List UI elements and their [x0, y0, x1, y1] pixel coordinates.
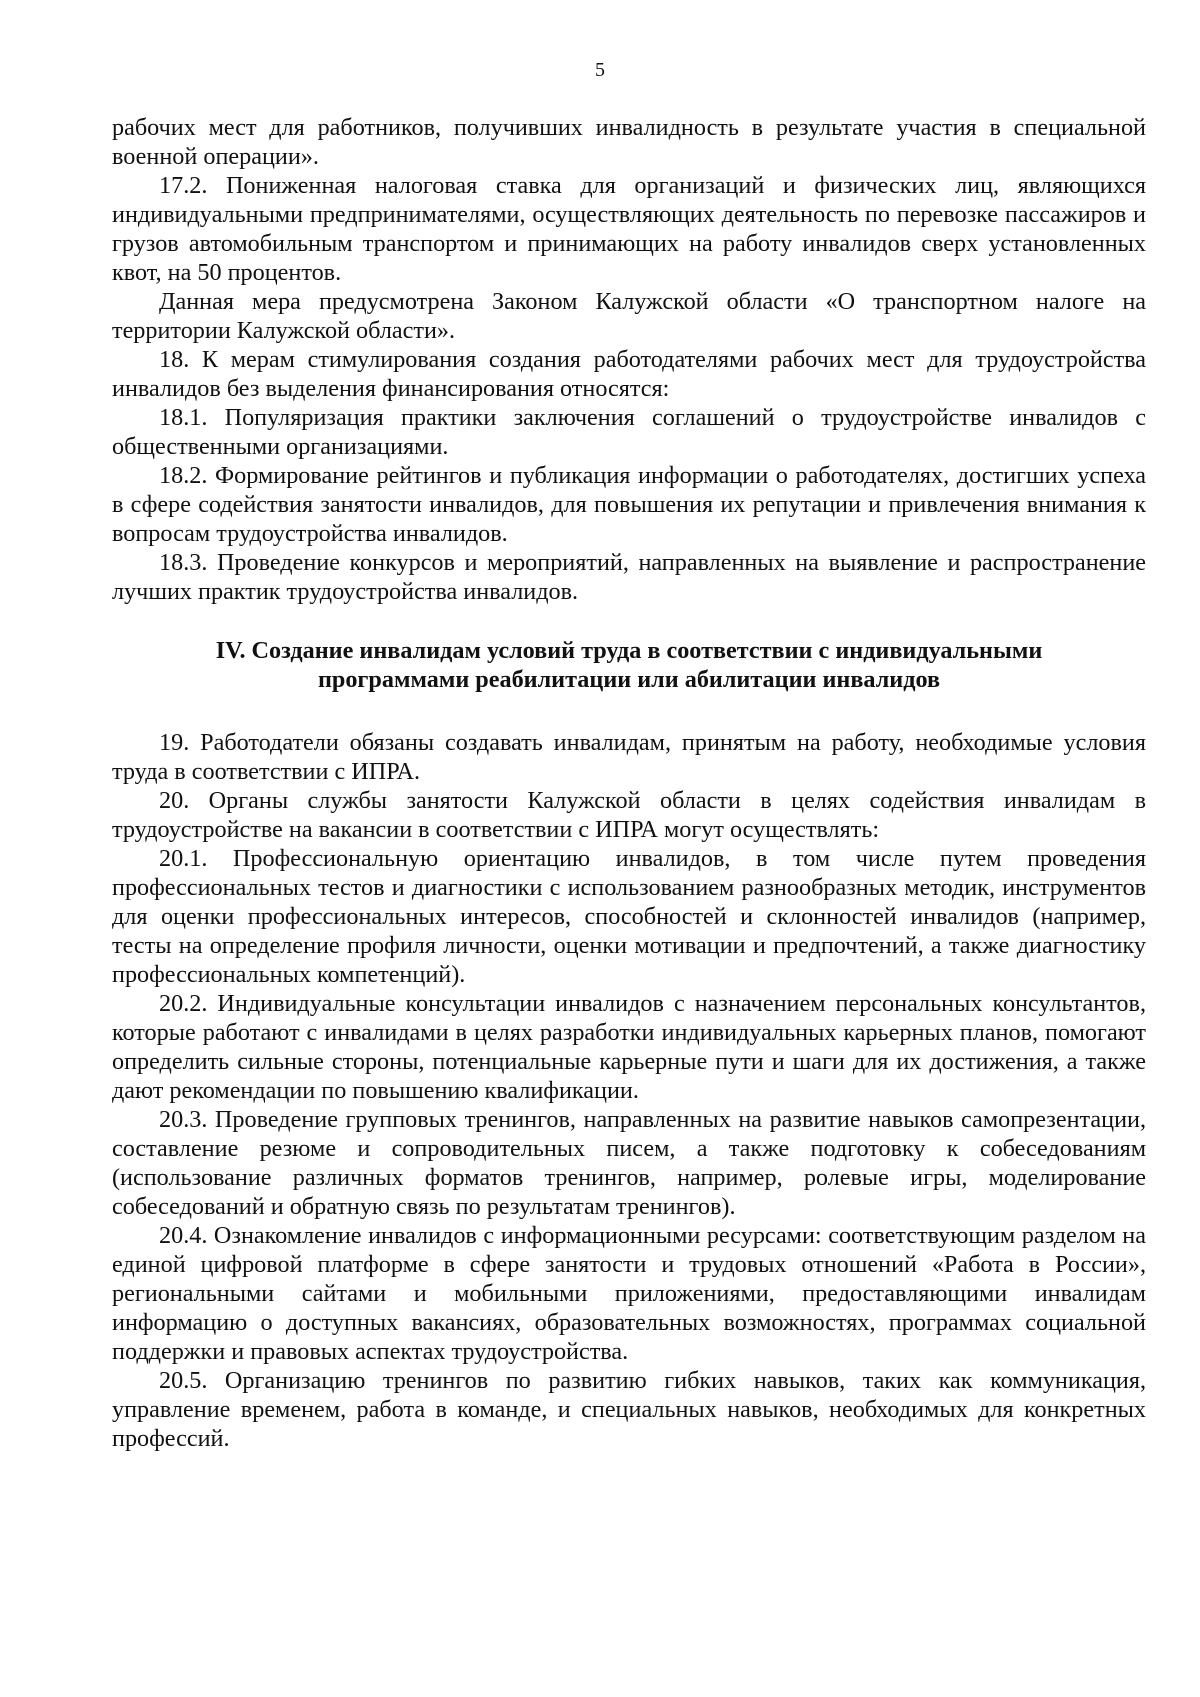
page-number: 5 [595, 59, 605, 81]
section-heading [112, 636, 1146, 694]
paragraph-18: 18. К мерам стимулирования создания работодателями рабочих мест для трудоустройства инвалидов без выделения финансирования относятся: [112, 346, 1146, 402]
paragraph-18-2: 18.2. Формирование рейтингов и публикация информации о работодателях, достигших успеха в сфере содействия занятости инвалидов, для повышения их репутации и привлечения внимания к вопросам трудоустройства инвалидов. [112, 462, 1146, 547]
section-heading-line-1: IV. Создание инвалидам условий труда в соответствии с индивидуальными [215, 637, 1043, 664]
paragraph-20-3: 20.3. Проведение групповых тренингов, направленных на развитие навыков самопрезентации, составление резюме и сопроводительных писем, а также подготовку к собеседованиям (использование различных форматов тренингов, например, ролевые игры, моделирование собеседований и обратную связь по результатам тренингов). [112, 1106, 1146, 1220]
paragraph-continuation: рабочих мест для работников, получивших инвалидность в результате участия в специальной военной операции». [112, 114, 1146, 170]
paragraph-17-2: 17.2. Пониженная налоговая ставка для организаций и физических лиц, являющихся индивидуальными предпринимателями, осуществляющих деятельность по перевозке пассажиров и грузов автомобильным транспортом и принимающих на работу инвалидов сверх установленных квот, на 50 процентов. [112, 172, 1146, 286]
paragraph-18-3: 18.3. Проведение конкурсов и мероприятий, направленных на выявление и распространение лучших практик трудоустройства инвалидов. [112, 549, 1146, 605]
paragraph-20: 20. Органы службы занятости Калужской области в целях содействия инвалидам в трудоустройстве на вакансии в соответствии с ИПРА могут осуществлять: [112, 787, 1146, 843]
paragraph-law-reference: Данная мера предусмотрена Законом Калужской области «О транспортном налоге на территории Калужской области». [112, 288, 1146, 344]
paragraph-20-4: 20.4. Ознакомление инвалидов с информационными ресурсами: соответствующим разделом на единой цифровой платформе в сфере занятости и трудовых отношений «Работа в России», региональными сайтами и мобильными приложениями, предоставляющими инвалидам информацию о доступных вакансиях, образовательных возможностях, программах социальной поддержки и правовых аспектах трудоустройства. [112, 1222, 1146, 1365]
section-heading-line-2: программами реабилитации или абилитации инвалидов [317, 666, 941, 693]
paragraph-20-2: 20.2. Индивидуальные консультации инвалидов с назначением персональных консультантов, которые работают с инвалидами в целях разработки индивидуальных карьерных планов, помогают определить сильные стороны, потенциальные карьерные пути и шаги для их достижения, а также дают рекомендации по повышению квалификации. [112, 990, 1146, 1104]
paragraph-18-1: 18.1. Популяризация практики заключения соглашений о трудоустройстве инвалидов с общественными организациями. [112, 404, 1146, 460]
paragraph-20-1: 20.1. Профессиональную ориентацию инвалидов, в том числе путем проведения профессиональных тестов и диагностики с использованием разнообразных методик, инструментов для оценки профессиональных интересов, способностей и склонностей инвалидов (например, тесты на определение профиля личности, оценки мотивации и предпочтений, а также диагностику профессиональных компетенций). [112, 845, 1146, 988]
document-body [112, 113, 1146, 1453]
paragraph-19: 19. Работодатели обязаны создавать инвалидам, принятым на работу, необходимые условия труда в соответствии с ИПРА. [112, 729, 1146, 785]
paragraph-20-5: 20.5. Организацию тренингов по развитию гибких навыков, таких как коммуникация, управление временем, работа в команде, и специальных навыков, необходимых для конкретных профессий. [112, 1367, 1146, 1452]
